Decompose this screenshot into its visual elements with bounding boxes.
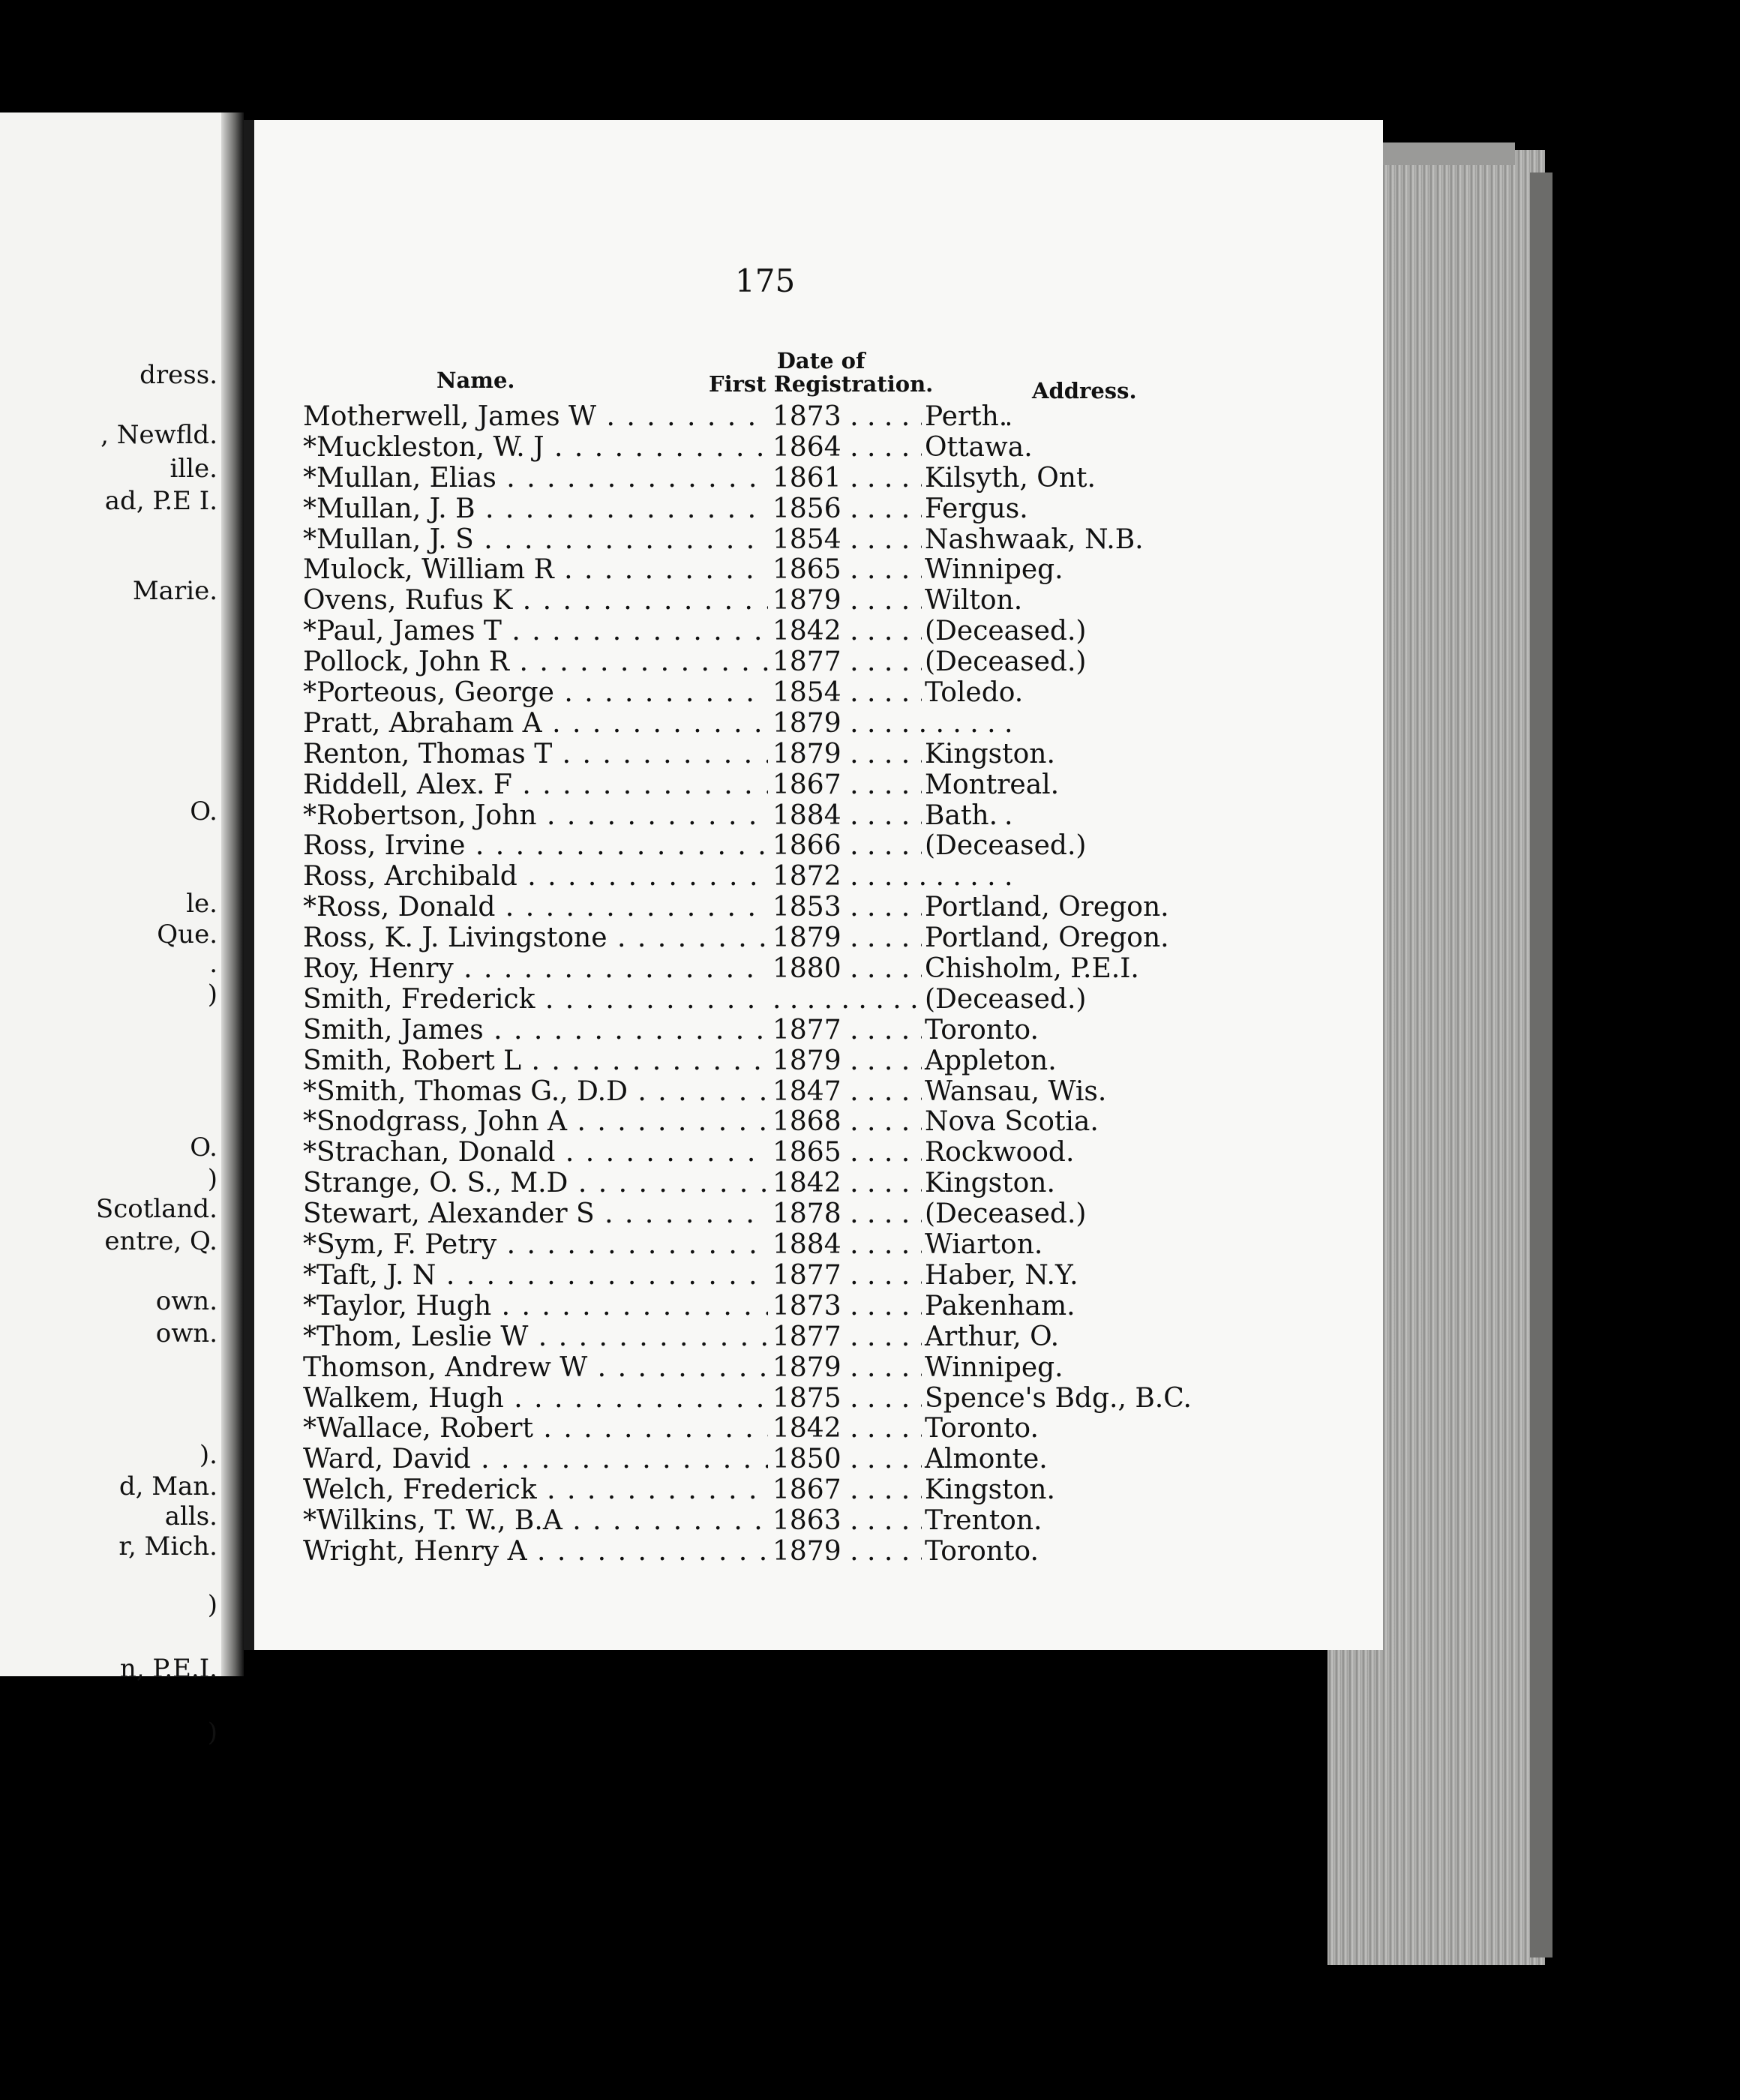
entry-address: Appleton. <box>922 1046 1057 1077</box>
entry-year: 1854 . . . <box>768 525 855 556</box>
entry-name: Stewart, Alexander S . . . <box>303 1199 768 1230</box>
entry-year: 1879 . . . <box>768 923 855 954</box>
entry-year: 1877 . . . <box>768 1016 855 1046</box>
registry-row <box>303 1506 1203 1537</box>
registry-row <box>303 402 1203 433</box>
entry-name: *Wilkins, T. W., B.A . . . <box>303 1506 768 1537</box>
entry-name: Pratt, Abraham A . . . <box>303 709 768 740</box>
entry-year: 1884 . . . <box>768 1230 855 1261</box>
left-page-fragment: entre, Q. <box>104 1226 218 1256</box>
registry-row <box>303 1230 1203 1261</box>
entry-year: 1877 . . . <box>768 1261 855 1292</box>
left-page-fragment: own. <box>155 1286 218 1316</box>
registry-row <box>303 1353 1203 1384</box>
registry-row <box>303 1046 1203 1077</box>
entry-year: 1853 . . . <box>768 892 855 923</box>
registry-row <box>303 740 1203 770</box>
registry-row <box>303 954 1203 985</box>
left-page-fragment: Marie. <box>132 576 218 606</box>
entry-year: 1868 . . . <box>768 1107 855 1138</box>
entry-address: (Deceased.) <box>922 1199 1086 1230</box>
left-page-fragment: Que. <box>157 920 218 950</box>
left-page-fragment: , Newfld. <box>100 420 218 450</box>
entry-year: 1863 . . . <box>768 1506 855 1537</box>
entry-year: 1879 . . . <box>768 709 855 740</box>
left-page-fragment: n, P.E.I. <box>119 1654 218 1684</box>
registry-row <box>303 1016 1203 1046</box>
registry-row <box>303 1537 1203 1568</box>
entry-year: 1879 . . . <box>768 1353 855 1384</box>
registry-row <box>303 1107 1203 1138</box>
registry-row <box>303 1261 1203 1292</box>
entry-year: 1856 . . . <box>768 494 855 525</box>
left-page-fragment: ). <box>199 1440 218 1470</box>
entry-address: (Deceased.) <box>922 616 1086 647</box>
entry-year: 1854 . . . <box>768 678 855 709</box>
entry-name: *Muckleston, W. J . . . <box>303 433 768 464</box>
entry-name: *Snodgrass, John A . . . <box>303 1107 768 1138</box>
entry-name: Welch, Frederick . . . <box>303 1475 768 1506</box>
entry-year: 1877 . . . <box>768 1322 855 1353</box>
entry-name: Strange, O. S., M.D . . . <box>303 1168 768 1199</box>
page-number: 175 <box>735 262 796 299</box>
entry-name: Motherwell, James W . . . <box>303 402 768 433</box>
entry-address: Chisholm, P.E.I. <box>922 954 1139 985</box>
left-page-fragment: . <box>209 949 218 979</box>
left-gutter <box>221 112 244 1676</box>
left-page-fragment: Scotland. <box>95 1194 218 1224</box>
entry-address: Nova Scotia. <box>922 1107 1099 1138</box>
entry-address: Toronto. <box>922 1414 1039 1444</box>
entry-address: Spence's Bdg., B.C. <box>922 1384 1192 1414</box>
entry-name: Riddell, Alex. F . . . <box>303 770 768 801</box>
entry-year: 1861 . . . <box>768 464 855 494</box>
entry-address: Kingston. <box>922 740 1055 770</box>
entry-name: *Robertson, John . . . <box>303 801 768 832</box>
entry-address: (Deceased.) <box>922 647 1086 678</box>
entry-year: 1850 . . . <box>768 1444 855 1475</box>
left-page-fragment: ) <box>207 1718 218 1748</box>
entry-address: Wilton. <box>922 586 1022 616</box>
registry-row <box>303 1322 1203 1353</box>
registry-row <box>303 831 1203 862</box>
entry-year: 1842 . . . <box>768 1414 855 1444</box>
entry-name: Smith, Robert L . . . <box>303 1046 768 1077</box>
entry-name: *Mullan, J. B . . . <box>303 494 768 525</box>
registry-row <box>303 525 1203 556</box>
entry-name: Ward, David . . . <box>303 1444 768 1475</box>
entry-name: Ross, Irvine . . . <box>303 831 768 862</box>
registry-row <box>303 555 1203 586</box>
left-page-fragment: alls. <box>164 1502 218 1532</box>
entry-address: Toronto. <box>922 1537 1039 1568</box>
entry-year: 1873 . . . <box>768 1292 855 1322</box>
entry-year: 1847 . . . <box>768 1077 855 1108</box>
entry-address: Pakenham. <box>922 1292 1076 1322</box>
entry-name: *Paul, James T . . . <box>303 616 768 647</box>
left-page-fragment: d, Man. <box>118 1472 218 1502</box>
registry-row <box>303 1475 1203 1506</box>
entry-year: 1879 . . . <box>768 1046 855 1077</box>
entry-name: *Strachan, Donald . . . <box>303 1138 768 1168</box>
entry-name: Thomson, Andrew W . . . <box>303 1353 768 1384</box>
registry-row <box>303 1384 1203 1414</box>
left-page-fragment: ille. <box>170 454 218 484</box>
entry-year: 1865 . . . <box>768 1138 855 1168</box>
column-header-date <box>709 350 933 396</box>
entry-address: Portland, Oregon. <box>922 923 1169 954</box>
entry-name: Smith, James . . . <box>303 1016 768 1046</box>
registry-row <box>303 1292 1203 1322</box>
registry-row <box>303 1168 1203 1199</box>
book-spine-shadow <box>1530 172 1552 1958</box>
entry-name: *Taft, J. N . . . <box>303 1261 768 1292</box>
entry-address: Kingston. <box>922 1475 1055 1506</box>
entry-name: *Mullan, J. S . . . <box>303 525 768 556</box>
left-page-fragment: own. <box>155 1318 218 1348</box>
entry-year: 1880 . . . <box>768 954 855 985</box>
left-page-fragment: ) <box>207 1590 218 1620</box>
entry-name: *Ross, Donald . . . <box>303 892 768 923</box>
column-header-date-line1: Date of <box>776 348 866 374</box>
left-page-fragment: ) <box>207 980 218 1010</box>
registry-row <box>303 1414 1203 1444</box>
entry-address: Fergus. <box>922 494 1028 525</box>
registry-row <box>303 1444 1203 1475</box>
entry-name: Mulock, William R . . . <box>303 555 768 586</box>
entry-address: Winnipeg. <box>922 1353 1064 1384</box>
entry-address: Trenton. <box>922 1506 1042 1537</box>
entry-address: Nashwaak, N.B. <box>922 525 1144 556</box>
registry-row <box>303 1077 1203 1108</box>
entry-address: Kingston. <box>922 1168 1055 1199</box>
left-page-fragment: le. <box>186 889 218 919</box>
registry-row <box>303 923 1203 954</box>
entry-year: 1842 . . . <box>768 616 855 647</box>
entry-name: Ross, Archibald . . . <box>303 862 768 892</box>
left-page-fragment: O. <box>190 1132 218 1162</box>
entry-year: 1867 . . . <box>768 770 855 801</box>
entry-address: Haber, N.Y. <box>922 1261 1078 1292</box>
entry-name: *Taylor, Hugh . . . <box>303 1292 768 1322</box>
entry-address: Portland, Oregon. <box>922 892 1169 923</box>
entry-address: Almonte. <box>922 1444 1048 1475</box>
entry-address: (Deceased.) <box>922 985 1086 1016</box>
entry-address: (Deceased.) <box>922 831 1086 862</box>
left-page-fragment: ad, P.E I. <box>104 486 218 516</box>
registry-row <box>303 464 1203 494</box>
registry-row <box>303 494 1203 525</box>
registry-row <box>303 586 1203 616</box>
entry-year: 1879 . . . <box>768 586 855 616</box>
column-header-address: Address. <box>1032 378 1137 404</box>
entry-year <box>768 985 855 1016</box>
left-page-fragment: ) <box>207 1164 218 1194</box>
registry-row <box>303 892 1203 923</box>
entry-address: Kilsyth, Ont. <box>922 464 1096 494</box>
registry-row <box>303 616 1203 647</box>
entry-year: 1878 . . . <box>768 1199 855 1230</box>
entry-name: Ovens, Rufus K . . . <box>303 586 768 616</box>
entry-name: *Wallace, Robert . . . <box>303 1414 768 1444</box>
entry-name: Pollock, John R . . . <box>303 647 768 678</box>
registry-row <box>303 1138 1203 1168</box>
registry-list <box>303 402 1203 1568</box>
registry-row <box>303 985 1203 1016</box>
entry-name: Roy, Henry . . . <box>303 954 768 985</box>
registry-row <box>303 862 1203 892</box>
left-page-fragment: O. <box>190 796 218 826</box>
entry-name: Walkem, Hugh . . . <box>303 1384 768 1414</box>
entry-year: 1866 . . . <box>768 831 855 862</box>
entry-address: Montreal. <box>922 770 1059 801</box>
entry-name: Ross, K. J. Livingstone . . . <box>303 923 768 954</box>
entry-address: Bath. <box>922 801 998 832</box>
entry-name: *Porteous, George . . . <box>303 678 768 709</box>
entry-address: Arthur, O. <box>922 1322 1059 1353</box>
entry-name: *Mullan, Elias . . . <box>303 464 768 494</box>
column-header-date-line2: First Registration. <box>709 371 934 397</box>
entry-address: Toledo. <box>922 678 1023 709</box>
registry-row <box>303 801 1203 832</box>
registry-row <box>303 770 1203 801</box>
entry-name: *Sym, F. Petry . . . <box>303 1230 768 1261</box>
entry-year: 1879 . . . <box>768 740 855 770</box>
registry-row <box>303 647 1203 678</box>
entry-year: 1879 . . . <box>768 1537 855 1568</box>
left-page-fragment: dress. <box>140 360 218 390</box>
entry-year: 1842 . . . <box>768 1168 855 1199</box>
entry-year: 1875 . . . <box>768 1384 855 1414</box>
entry-name: Renton, Thomas T . . . <box>303 740 768 770</box>
entry-name: *Thom, Leslie W . . . <box>303 1322 768 1353</box>
entry-address: Perth. <box>922 402 1007 433</box>
registry-row <box>303 709 1203 740</box>
registry-row <box>303 678 1203 709</box>
entry-year: 1873 . . . <box>768 402 855 433</box>
registry-row <box>303 1199 1203 1230</box>
entry-address: Winnipeg. <box>922 555 1064 586</box>
left-page-fragment: r, Mich. <box>118 1532 218 1562</box>
entry-address: Wiarton. <box>922 1230 1042 1261</box>
entry-name: Smith, Frederick . . . <box>303 985 768 1016</box>
entry-address: Wansau, Wis. <box>922 1077 1106 1108</box>
entry-address: Ottawa. <box>922 433 1033 464</box>
column-header-name: Name. <box>436 368 515 393</box>
entry-year: 1865 . . . <box>768 555 855 586</box>
entry-address: Rockwood. <box>922 1138 1074 1168</box>
entry-address: Toronto. <box>922 1016 1039 1046</box>
entry-year: 1877 . . . <box>768 647 855 678</box>
entry-year: 1867 . . . <box>768 1475 855 1506</box>
entry-year: 1872 . . . <box>768 862 855 892</box>
entry-year: 1864 . . . <box>768 433 855 464</box>
registry-row <box>303 433 1203 464</box>
entry-name: *Smith, Thomas G., D.D . . . <box>303 1077 768 1108</box>
entry-year: 1884 . . . <box>768 801 855 832</box>
entry-name: Wright, Henry A . . . <box>303 1537 768 1568</box>
